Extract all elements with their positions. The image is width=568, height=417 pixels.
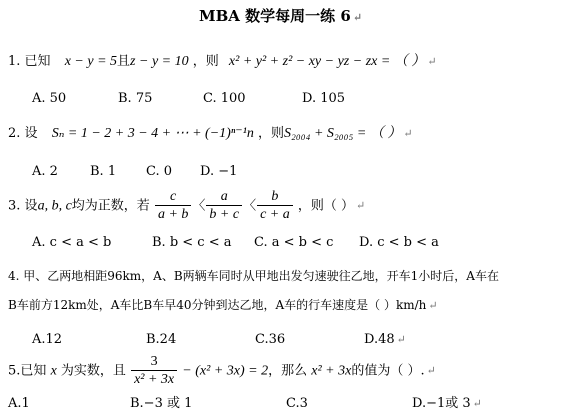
question-2: [8, 127, 413, 141]
q5-numerator: 3: [150, 354, 158, 369]
q2-prefix: 设: [24, 126, 38, 141]
q1-condition-1: x − y = 5: [64, 54, 118, 69]
q3-less-than-1: 〈: [192, 198, 206, 214]
question-1: [8, 55, 437, 69]
paragraph-mark: ↵: [426, 364, 436, 378]
q3-option-a: A. c < a < b: [32, 235, 112, 250]
q1-option-d: D. 105: [302, 91, 346, 106]
q5-option-d: [412, 397, 482, 410]
q3-less-than-2: 〈: [243, 198, 257, 214]
q1-then: ，则: [192, 54, 219, 69]
q3-f1-denominator: a + b: [155, 205, 191, 222]
q1-option-b: B. 75: [118, 91, 153, 106]
q5-fraction: [131, 354, 177, 388]
q5-option-c: C.3: [286, 396, 308, 411]
q5-ask: x² + 3x: [311, 363, 352, 379]
q1-condition-2: z − y = 10: [130, 54, 189, 69]
q1-option-c: C. 100: [203, 91, 246, 106]
q3-option-d: D. c < b < a: [359, 235, 439, 250]
q1-number: 1.: [8, 54, 21, 69]
q5-variable: x: [50, 363, 57, 379]
q1-option-a: A. 50: [32, 91, 67, 106]
title-text: MBA 数学每周一练 6: [199, 7, 351, 25]
q4-option-d: [364, 333, 406, 346]
q5-number: 5.: [8, 363, 21, 379]
q5-option-a: A.1: [8, 396, 30, 411]
q2-number: 2.: [8, 126, 21, 141]
q2-ask: S₂₀₀₄ + S₂₀₀₅ = （ ）: [283, 126, 402, 141]
paragraph-mark: ↵: [396, 333, 406, 346]
q3-option-b: B. b < c < a: [152, 235, 232, 250]
q4-line-1: 4. 甲、乙两地相距96km，A、B两辆车同时从甲地出发匀速驶往乙地，开车1小时后，A车在: [8, 269, 499, 283]
q3-f3-numerator: b: [271, 189, 279, 204]
q2-option-d: D. −1: [200, 164, 238, 179]
q3-prefix: 设: [24, 198, 38, 214]
q3-variables: a, b, c: [37, 198, 72, 214]
paragraph-mark: ↵: [403, 127, 413, 140]
q3-number: 3.: [8, 198, 21, 214]
q2-then: ，则: [257, 126, 284, 141]
q3-fraction-3: [257, 189, 293, 223]
q5-option-b: B.−3 或 1: [130, 396, 193, 411]
q5-tail: 的值为（ ）.: [351, 363, 425, 379]
q3-fraction-1: [155, 189, 191, 223]
q3-fraction-2: [206, 189, 242, 223]
page-title: [199, 9, 362, 24]
q1-expression: x² + y² + z² − xy − yz − zx = （ ）: [228, 54, 426, 69]
q4-option-b: B.24: [146, 332, 177, 347]
q1-and: 且: [117, 54, 131, 69]
q3-mid: 均为正数，若: [71, 198, 150, 214]
paragraph-mark: ↵: [356, 199, 366, 213]
q2-option-b: B. 1: [90, 164, 117, 179]
paragraph-mark: ↵: [352, 11, 363, 24]
q3-option-c: C. a < b < c: [254, 235, 334, 250]
question-3: [8, 189, 365, 223]
q2-series: Sₙ = 1 − 2 + 3 − 4 + ⋯ + (−1)ⁿ⁻¹n: [51, 126, 254, 141]
q5-then: ，那么: [268, 363, 308, 379]
paragraph-mark: ↵: [428, 299, 438, 312]
q2-option-a: A. 2: [32, 164, 58, 179]
q4-line-2: [8, 299, 438, 311]
q1-prefix: 已知: [24, 54, 51, 69]
q4-option-d-text: D.48: [364, 332, 395, 347]
q4-line-2-text: B车前方12km处，A车比B车早40分钟到达乙地，A车的行车速度是（ ）km/h: [8, 298, 427, 312]
paragraph-mark: ↵: [427, 55, 437, 68]
q3-f2-numerator: a: [220, 189, 228, 204]
q5-equation-rest: − (x² + 3x) = 2: [182, 363, 269, 379]
q3-f1-numerator: c: [170, 189, 177, 204]
q5-denominator: x² + 3x: [131, 370, 177, 387]
q2-option-c: C. 0: [146, 164, 173, 179]
q3-f3-denominator: c + a: [257, 205, 293, 222]
question-5: [8, 354, 436, 388]
paragraph-mark: ↵: [472, 397, 482, 410]
q3-f2-denominator: b + c: [206, 205, 242, 222]
q5-option-d-text: D.−1或 3: [412, 396, 471, 411]
q3-then: ，则（ ）: [297, 198, 355, 214]
q5-prefix: 已知: [20, 363, 47, 379]
q4-option-a: A.12: [32, 332, 63, 347]
q4-option-c: C.36: [255, 332, 286, 347]
q5-mid: 为实数，且: [60, 363, 126, 379]
